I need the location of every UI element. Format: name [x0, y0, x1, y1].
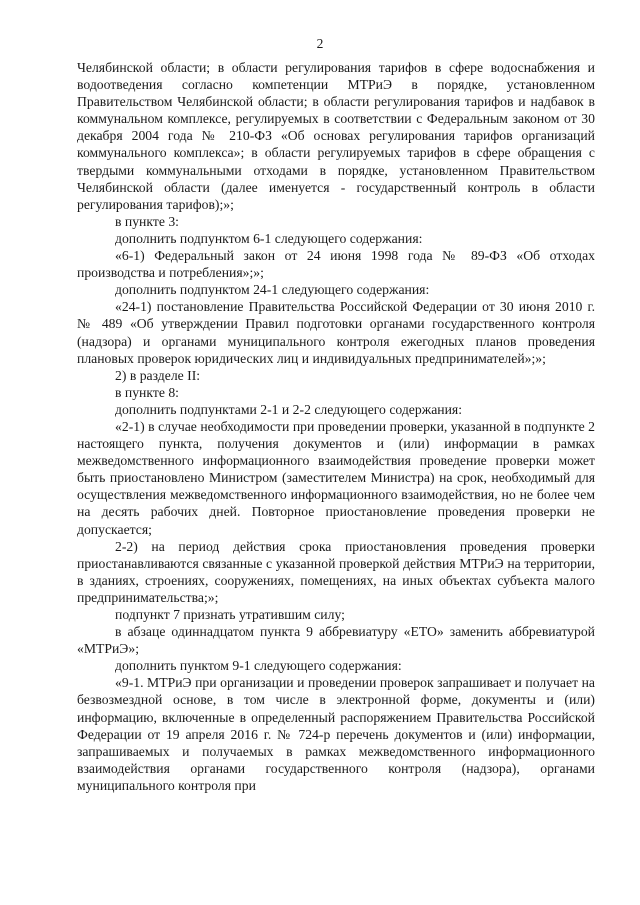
paragraph: дополнить пунктом 9-1 следующего содержания:: [115, 658, 402, 674]
paragraph: «9-1. МТРиЭ при организации и проведении проверок запрашивает и получает на безвозмездной основе, в том числе в электронной форме, документы и (или) информацию, включенные в определенный распоряжением Правительства Российской Федерации от 19 апреля 2016 г. № 724-р перечень документов и (или) информации, запрашиваемых и получаемых в рамках межведомственного информационного взаимодействия органами государственного контроля (надзора), органами муниципального контроля при: [77, 675, 595, 793]
paragraph: «24-1) постановление Правительства Российской Федерации от 30 июня 2010 г. № 489 «Об утверждении Правил подготовки органами государственного контроля (надзора) и органами муниципального контроля ежегодных планов проведения плановых проверок юридических лиц и индивидуальных предпринимателей»;»;: [77, 299, 595, 366]
paragraph: дополнить подпунктом 24-1 следующего содержания:: [115, 282, 430, 298]
paragraph: 2) в разделе II:: [115, 367, 201, 383]
paragraph: «6-1) Федеральный закон от 24 июня 1998 года № 89-ФЗ «Об отходах производства и потребления»;»;: [77, 248, 595, 281]
document-body: [77, 59, 595, 794]
page-number: 2: [316, 36, 324, 51]
paragraph: в пункте 8:: [115, 384, 179, 400]
paragraph: Челябинской области; в области регулирования тарифов в сфере водоснабжения и водоотведения согласно компетенции МТРиЭ в порядке, установленном Правительством Челябинской области; в области регулирования тарифов и надбавок в коммунальном комплексе, регулируемых в соответствии с Федеральным законом от 30 декабря 2004 года № 210-ФЗ «Об основах регулирования тарифов организаций коммунального комплекса»; в области регулируемых тарифов в сфере обращения с твердыми коммунальными отходами в порядке, установленном Правительством Челябинской области (далее именуется - государственный контроль в области регулирования тарифов);»;: [77, 60, 595, 212]
paragraph: дополнить подпунктом 6-1 следующего содержания:: [115, 230, 423, 246]
paragraph: в пункте 3:: [115, 213, 179, 229]
paragraph: дополнить подпунктами 2-1 и 2-2 следующего содержания:: [115, 401, 463, 417]
paragraph: в абзаце одиннадцатом пункта 9 аббревиатуру «ЕТО» заменить аббревиатурой «МТРиЭ»;: [77, 624, 595, 657]
paragraph: подпункт 7 признать утратившим силу;: [115, 607, 345, 622]
paragraph: «2-1) в случае необходимости при проведении проверки, указанной в подпункте 2 настоящего пункта, получения документов и (или) информации в рамках межведомственного информационного взаимодействия проведение проверки может быть приостановлено Министром (заместителем Министра) на срок, необходимый для осуществления межведомственного информационного взаимодействия, но не более чем на десять рабочих дней. Повторное приостановление проведения проверки не допускается;: [77, 418, 595, 537]
paragraph: 2-2) на период действия срока приостановления проведения проверки приостанавливаются связанные с указанной проверкой действия МТРиЭ на территории, в зданиях, строениях, сооружениях, помещениях, на иных объектах субъекта малого предпринимательства;»;: [77, 538, 595, 605]
